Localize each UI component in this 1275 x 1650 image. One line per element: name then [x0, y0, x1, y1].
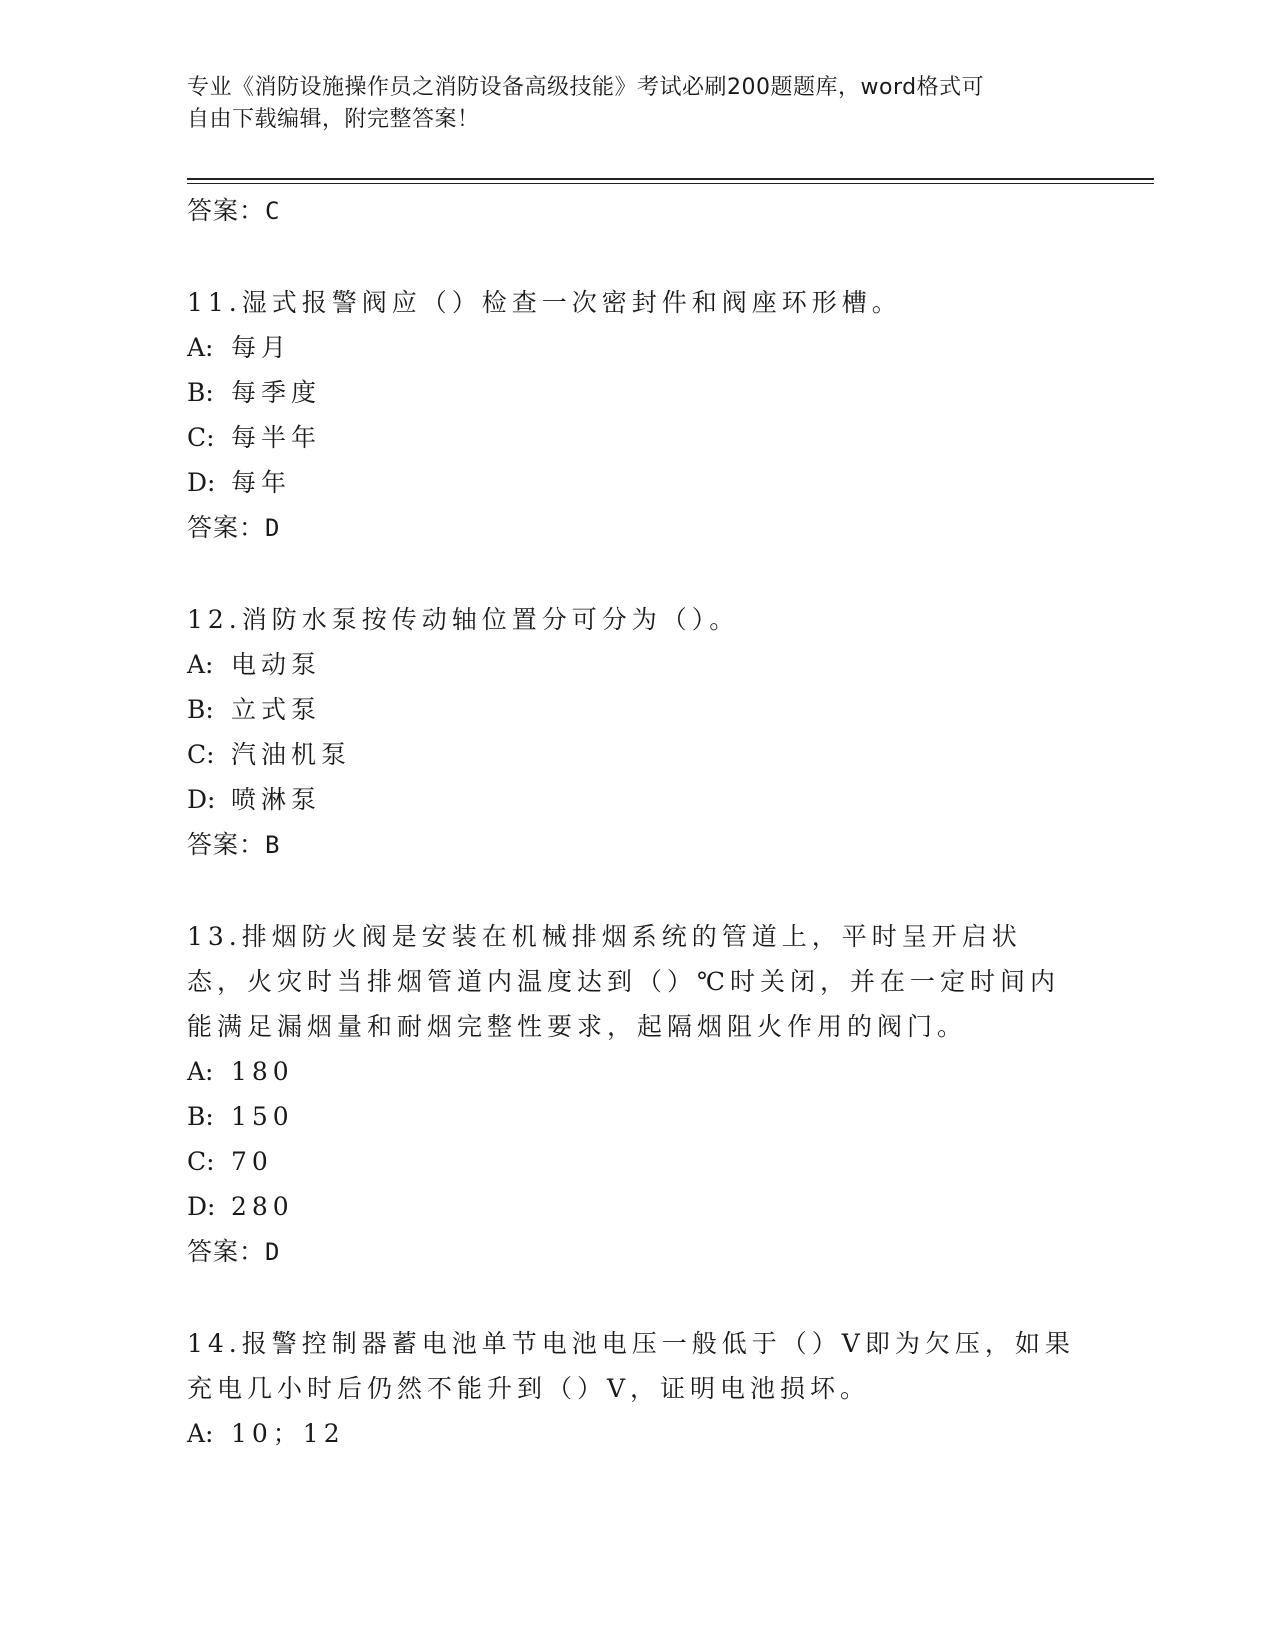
- option-a: [187, 1411, 1087, 1456]
- option-text: 喷淋泵: [231, 785, 322, 814]
- answer-value: D: [265, 514, 281, 542]
- question-list: [187, 188, 1087, 1456]
- option-key: D:: [187, 1192, 216, 1221]
- option-key: D:: [187, 785, 216, 814]
- question-answer: [187, 822, 1087, 868]
- question-13: [187, 914, 1087, 1275]
- question-stem: 14.报警控制器蓄电池单节电池电压一般低于（）V即为欠压，如果充电几小时后仍然不能升到（）V，证明电池损坏。: [187, 1329, 1075, 1403]
- option-text: 150: [231, 1102, 294, 1131]
- option-b: [187, 370, 1087, 415]
- option-key: A:: [187, 1057, 214, 1086]
- question-12: [187, 597, 1087, 868]
- option-key: A:: [187, 333, 214, 362]
- spacer: [187, 551, 1087, 597]
- option-key: B:: [187, 695, 214, 724]
- option-b: [187, 687, 1087, 732]
- answer-value: D: [265, 1238, 281, 1266]
- option-text: 每季度: [231, 378, 322, 407]
- option-text: 每年: [231, 468, 292, 497]
- option-text: 每半年: [231, 423, 322, 452]
- option-a: [187, 325, 1087, 370]
- option-key: A:: [187, 1419, 214, 1448]
- answer-value: B: [265, 831, 281, 859]
- option-text: 280: [231, 1192, 294, 1221]
- option-d: [187, 1184, 1087, 1229]
- option-key: B:: [187, 1102, 214, 1131]
- header-divider-thin: [187, 183, 1154, 184]
- option-text: 180: [231, 1057, 294, 1086]
- option-c: [187, 415, 1087, 460]
- spacer: [187, 1275, 1087, 1321]
- header-divider-thick: [187, 178, 1154, 180]
- question-stem: 12.消防水泵按传动轴位置分可分为（）。: [187, 605, 740, 634]
- question-answer: [187, 505, 1087, 551]
- question-stem: 13.排烟防火阀是安装在机械排烟系统的管道上，平时呈开启状态，火灾时当排烟管道内温度达到（）℃时关闭，并在一定时间内能满足漏烟量和耐烟完整性要求，起隔烟阻火作用的阀门。: [187, 922, 1060, 1041]
- option-key: D:: [187, 468, 216, 497]
- answer-label: 答案：: [187, 513, 266, 542]
- question-14: [187, 1321, 1087, 1456]
- question-11: [187, 280, 1087, 551]
- option-key: A:: [187, 650, 214, 679]
- option-a: [187, 642, 1087, 687]
- spacer: [187, 234, 1087, 280]
- header-line-2: 自由下载编辑，附完整答案！: [187, 107, 480, 132]
- option-key: C:: [187, 423, 215, 452]
- option-c: [187, 732, 1087, 777]
- option-text: 70: [231, 1147, 273, 1176]
- question-stem: 11.湿式报警阀应（）检查一次密封件和阀座环形槽。: [187, 288, 902, 317]
- option-key: C:: [187, 1147, 215, 1176]
- header-line-1: 专业《消防设施操作员之消防设备高级技能》考试必刷200题题库，word格式可: [187, 75, 985, 100]
- answer-label: 答案：: [187, 1237, 266, 1266]
- option-b: [187, 1094, 1087, 1139]
- option-text: 立式泵: [231, 695, 322, 724]
- option-a: [187, 1049, 1087, 1094]
- option-text: 汽油机泵: [231, 740, 352, 769]
- document-header: [187, 72, 1067, 136]
- answer-label: 答案：: [187, 830, 266, 859]
- option-key: B:: [187, 378, 214, 407]
- option-d: [187, 460, 1087, 505]
- previous-answer: [187, 188, 1087, 234]
- option-c: [187, 1139, 1087, 1184]
- question-answer: [187, 1229, 1087, 1275]
- option-text: 每月: [231, 333, 292, 362]
- answer-value: C: [265, 197, 281, 225]
- option-text: 10；12: [231, 1419, 345, 1448]
- option-d: [187, 777, 1087, 822]
- option-key: C:: [187, 740, 215, 769]
- option-text: 电动泵: [231, 650, 322, 679]
- answer-label: 答案：: [187, 196, 266, 225]
- spacer: [187, 868, 1087, 914]
